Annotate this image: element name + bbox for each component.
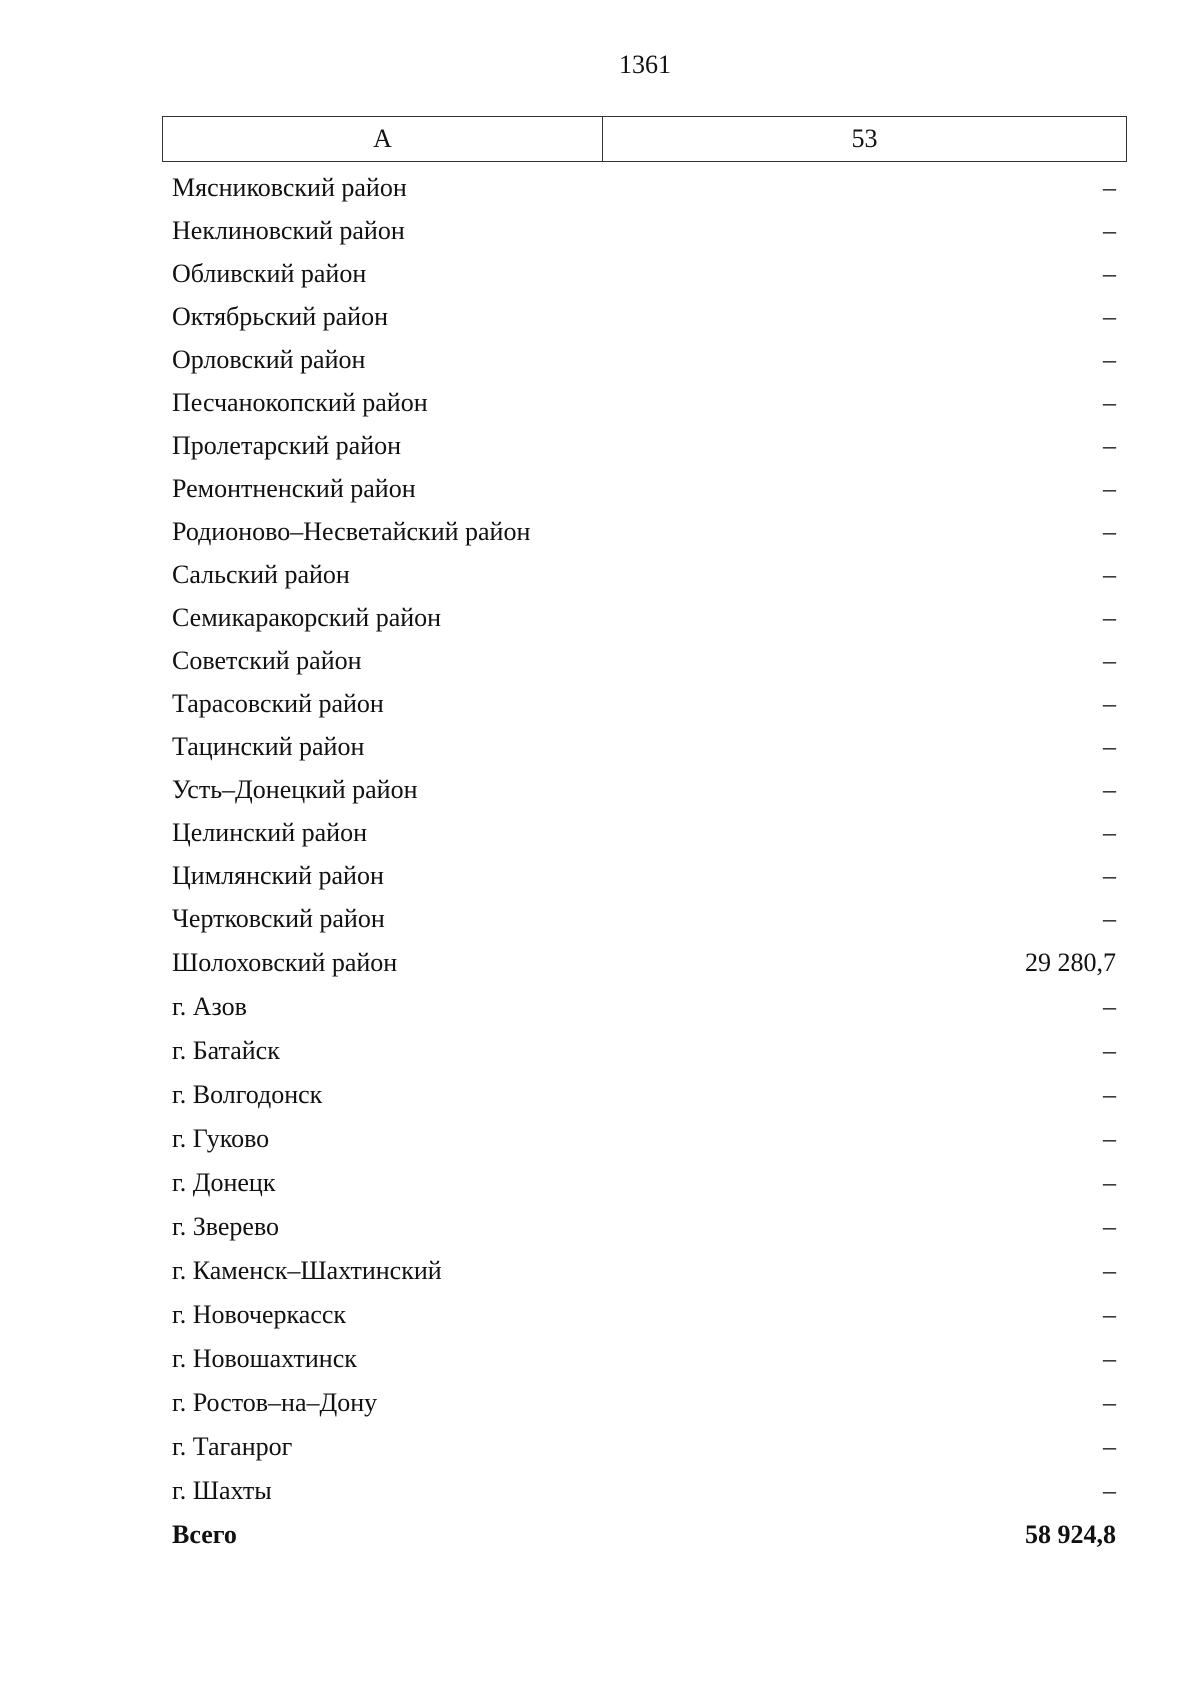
row-value: – [1103, 345, 1116, 374]
table-header [162, 116, 1127, 162]
table-row [172, 256, 1116, 292]
row-label: Сальский район [172, 560, 350, 589]
row-value: – [1103, 1476, 1116, 1505]
row-label: г. Батайск [172, 1036, 280, 1065]
total-row [172, 1517, 1116, 1553]
table-row [172, 989, 1116, 1025]
table-row [172, 1341, 1116, 1377]
row-value: 29 280,7 [1025, 948, 1116, 977]
table-row [172, 643, 1116, 679]
table-row [172, 1077, 1116, 1113]
row-label: г. Ростов–на–Дону [172, 1388, 378, 1417]
row-value: – [1103, 173, 1116, 202]
row-value: – [1103, 732, 1116, 761]
table-row [172, 1209, 1116, 1245]
row-value: – [1103, 775, 1116, 804]
row-value: – [1103, 1432, 1116, 1461]
row-value: – [1103, 1300, 1116, 1329]
row-label: г. Гуково [172, 1124, 270, 1153]
table-row [172, 901, 1116, 937]
table-row [172, 815, 1116, 851]
page-number: 1361 [619, 50, 671, 79]
row-label: г. Шахты [172, 1476, 272, 1505]
row-label: г. Новошахтинск [172, 1344, 357, 1373]
row-label: Шолоховский район [172, 948, 398, 977]
table-row [172, 514, 1116, 550]
table-row [172, 1385, 1116, 1421]
table-row [172, 1473, 1116, 1509]
row-label: Усть–Донецкий район [172, 775, 418, 804]
table-row [172, 299, 1116, 335]
table-row [172, 471, 1116, 507]
row-label: Неклиновский район [172, 216, 405, 245]
row-label: Родионово–Несветайский район [172, 517, 531, 546]
table-row [172, 729, 1116, 765]
row-value: – [1103, 431, 1116, 460]
row-value: – [1103, 259, 1116, 288]
table-row [172, 1165, 1116, 1201]
row-label: Тарасовский район [172, 689, 384, 718]
table-row [172, 213, 1116, 249]
row-value: – [1103, 646, 1116, 675]
row-value: – [1103, 1168, 1116, 1197]
table-row [172, 557, 1116, 593]
row-label: Ремонтненский район [172, 474, 416, 503]
row-value: – [1103, 560, 1116, 589]
header-column-53: 53 [851, 124, 878, 153]
row-label: г. Донецк [172, 1168, 276, 1197]
row-value: – [1103, 474, 1116, 503]
table-row [172, 428, 1116, 464]
row-value: – [1103, 302, 1116, 331]
row-value: – [1103, 861, 1116, 890]
row-label: Пролетарский район [172, 431, 402, 460]
row-value: – [1103, 904, 1116, 933]
table-row [172, 945, 1116, 981]
row-value: – [1103, 1256, 1116, 1285]
table-row [172, 1033, 1116, 1069]
row-label: Орловский район [172, 345, 366, 374]
row-label: г. Волгодонск [172, 1080, 323, 1109]
table-row [172, 858, 1116, 894]
row-value: – [1103, 1124, 1116, 1153]
row-label: г. Зверево [172, 1212, 280, 1241]
row-value: – [1103, 388, 1116, 417]
row-value: – [1103, 1344, 1116, 1373]
row-label: Октябрьский район [172, 302, 388, 331]
row-label: Целинский район [172, 818, 367, 847]
row-label: Чертковский район [172, 904, 385, 933]
table-row [172, 385, 1116, 421]
table-row [172, 1297, 1116, 1333]
row-label: Тацинский район [172, 732, 365, 761]
table-row [172, 1253, 1116, 1289]
table-row [172, 600, 1116, 636]
header-column-a: А [163, 117, 603, 161]
row-value: – [1103, 1080, 1116, 1109]
row-label: Семикаракорский район [172, 603, 442, 632]
row-value: – [1103, 818, 1116, 847]
table-row [172, 342, 1116, 378]
row-label: Советский район [172, 646, 362, 675]
table-row [172, 686, 1116, 722]
row-value: – [1103, 216, 1116, 245]
row-label: Песчанокопский район [172, 388, 428, 417]
row-value: – [1103, 1036, 1116, 1065]
row-label: г. Новочеркасск [172, 1300, 347, 1329]
row-label: Обливский район [172, 259, 367, 288]
table-row [172, 170, 1116, 206]
row-value: – [1103, 603, 1116, 632]
table-row [172, 1429, 1116, 1465]
row-value: – [1103, 517, 1116, 546]
row-label: г. Таганрог [172, 1432, 293, 1461]
total-value: 58 924,8 [1025, 1520, 1116, 1549]
row-value: – [1103, 992, 1116, 1021]
row-label: г. Каменск–Шахтинский [172, 1256, 442, 1285]
row-label: Цимлянский район [172, 861, 384, 890]
row-label: г. Азов [172, 992, 247, 1021]
row-value: – [1103, 1212, 1116, 1241]
row-label: Мясниковский район [172, 173, 407, 202]
table-row [172, 1121, 1116, 1157]
table-row [172, 772, 1116, 808]
row-value: – [1103, 1388, 1116, 1417]
total-label: Всего [172, 1520, 237, 1549]
row-value: – [1103, 689, 1116, 718]
